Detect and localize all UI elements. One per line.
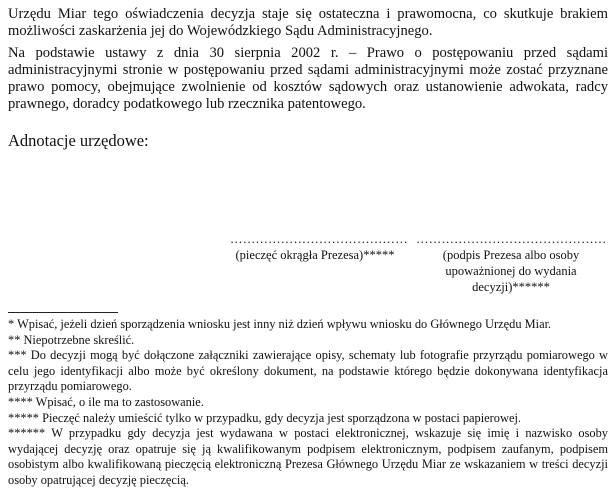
footnote: * Wpisać, jeżeli dzień sporządzenia wniosku jest inny niż dzień wpływu wniosku do Głównego Urzędu Miar.	[8, 317, 552, 331]
paragraph-legal-aid: Na podstawie ustawy z dnia 30 sierpnia 2002 r. – Prawo o postępowaniu przed sądami administracyjnymi stronie w postępowaniu przed sądami administracyjnymi może zostać przyznane prawo pomocy, obejmujące zwolnienie od kosztów sądowych oraz ustanowienie adwokata, radcy prawnego, doradcy podatkowego lub rzecznika patentowego.	[8, 45, 608, 112]
signature-label: (podpis Prezesa albo osoby upoważnionej do wydania decyzji)******	[442, 248, 580, 294]
footnote: **** Wpisać, o ile ma to zastosowanie.	[8, 394, 204, 409]
stamp-signature-block	[230, 231, 408, 263]
footnotes	[8, 317, 608, 489]
footnote: ****** W przypadku gdy decyzja jest wydawana w postaci elektronicznej, wskazuje się imię i nazwisko osoby wydającej decyzję oraz opatruje się ją kwalifikowanym podpisem elektronicznym, podpisem zaufanym, podpisem osobistym albo kwalifikowaną pieczęcią elektroniczną Prezesa Głównego Urzędu Miar ze wskazaniem w treści decyzji osoby opatrującej decyzję pieczęcią.	[8, 426, 608, 487]
footnote: ** Niepotrzebne skreślić.	[8, 332, 135, 347]
footnote: ***** Pieczęć należy umieścić tylko w przypadku, gdy decyzja jest sporządzona w postaci papierowej.	[8, 410, 521, 425]
signature-dotted-line: ………………………………………	[416, 232, 607, 246]
footnote-separator	[8, 312, 118, 313]
footnote: *** Do decyzji mogą być dołączone załączniki zawierające opisy, schematy lub fotografie przyrządu pomiarowego w celu jego identyfikacji albo może być określony dokument, na podstawie którego będzie dokonywana identyfikacja przyrządu pomiarowego.	[8, 348, 608, 394]
stamp-dotted-line: ……………………………………	[230, 232, 408, 246]
paragraph-finality: Urzędu Miar tego oświadczenia decyzja staje się ostateczna i prawomocna, co skutkuje brakiem możliwości zaskarżenia jej do Wojewódzkiego Sądu Administracyjnego.	[8, 6, 608, 39]
president-signature-block	[416, 231, 606, 295]
official-annotations-heading: Adnotacje urzędowe:	[8, 131, 149, 150]
stamp-label: (pieczęć okrągła Prezesa)*****	[235, 248, 395, 262]
